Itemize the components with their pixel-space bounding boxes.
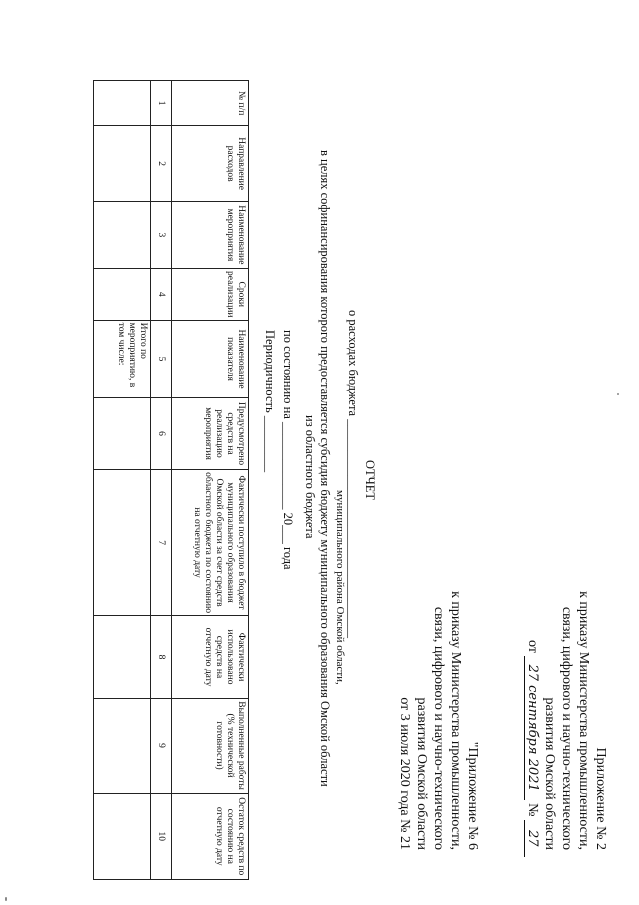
table-header-row — [172, 81, 249, 880]
scan-speck — [5, 897, 7, 901]
col-number-cell: 4 — [151, 268, 172, 320]
header-cell-received-funds: Фактически поступило в бюджет муниципального образования Омской области за счет средств областного бюджета по состоянию на отчетную дату — [172, 469, 249, 616]
report-periodicity: Периодичность _________ — [263, 330, 277, 473]
annex2-title: Приложение № 2 — [593, 747, 608, 850]
annex6-title: "Приложение № 6 — [465, 741, 480, 850]
annex6-region-line: развития Омской области — [414, 697, 429, 850]
header-cell-number: № п/п — [172, 81, 249, 126]
header-cell-planned-funds: Предусмотрено средств на реализацию мероприятия — [172, 398, 249, 469]
col-number-cell: 8 — [151, 616, 172, 698]
col-number-cell: 7 — [151, 469, 172, 616]
table-cell — [94, 268, 151, 320]
annex6-order-line: к приказу Министерства промышленности, — [448, 591, 463, 850]
table-cell — [94, 616, 151, 698]
table-cell-total-label: Итого по мероприятию, в том числе: — [94, 320, 151, 398]
table-row — [94, 81, 151, 880]
col-number-cell: 9 — [151, 698, 172, 793]
header-cell-event-name: Наименование мероприятия — [172, 201, 249, 268]
header-cell-indicator: Наименование показателя — [172, 320, 249, 398]
annex6-date-line: от 3 июля 2020 года № 21 — [397, 697, 412, 850]
annex2-date-line — [524, 640, 541, 857]
header-cell-direction: Направление расходов — [172, 126, 249, 202]
handwritten-number: 27 — [524, 820, 540, 857]
scan-speck — [617, 393, 619, 395]
table-cell — [94, 81, 151, 126]
report-title: ОТЧЕТ — [363, 459, 377, 501]
annex2-ministry-line: связи, цифрового и научно-технического — [559, 606, 574, 850]
col-number-cell: 1 — [151, 81, 172, 126]
header-cell-balance: Остаток средств по состоянию на отчетную дату — [172, 793, 249, 879]
header-cell-used-funds: Фактически использовано средств на отчетную дату — [172, 616, 249, 698]
header-cell-work-done: Выполненные работы (% технической готовности) — [172, 698, 249, 793]
report-line-1-sub: муниципального района Омской области, — [334, 490, 346, 685]
handwritten-date: 27 сентября 2021 — [524, 656, 540, 799]
report-line-2: в целях софинансирования которого предоставляется субсидия бюджету муниципального образования Омской области — [318, 150, 332, 787]
table-cell — [94, 469, 151, 616]
annex2-order-line: к приказу Министерства промышленности, — [576, 591, 591, 850]
col-number-cell: 10 — [151, 793, 172, 879]
table-cell — [94, 398, 151, 469]
annex2-region-line: развития Омской области — [542, 697, 557, 850]
table-cell — [94, 793, 151, 879]
table-number-row — [151, 81, 172, 880]
date-prefix: от — [525, 640, 540, 653]
report-table — [93, 80, 249, 880]
number-prefix: № — [525, 803, 540, 817]
col-number-cell: 5 — [151, 320, 172, 398]
report-line-3: из областного бюджета — [303, 415, 317, 539]
report-as-of: по состоянию на ______________ 20___ года — [281, 330, 295, 570]
header-cell-dates: Сроки реализации — [172, 268, 249, 320]
annex6-ministry-line: связи, цифрового и научно-технического — [431, 606, 446, 850]
report-line-1: о расходах бюджета ___________________________________ — [346, 310, 360, 638]
table-cell — [94, 126, 151, 202]
col-number-cell: 6 — [151, 398, 172, 469]
table-cell — [94, 698, 151, 793]
col-number-cell: 3 — [151, 201, 172, 268]
col-number-cell: 2 — [151, 126, 172, 202]
table-cell — [94, 201, 151, 268]
